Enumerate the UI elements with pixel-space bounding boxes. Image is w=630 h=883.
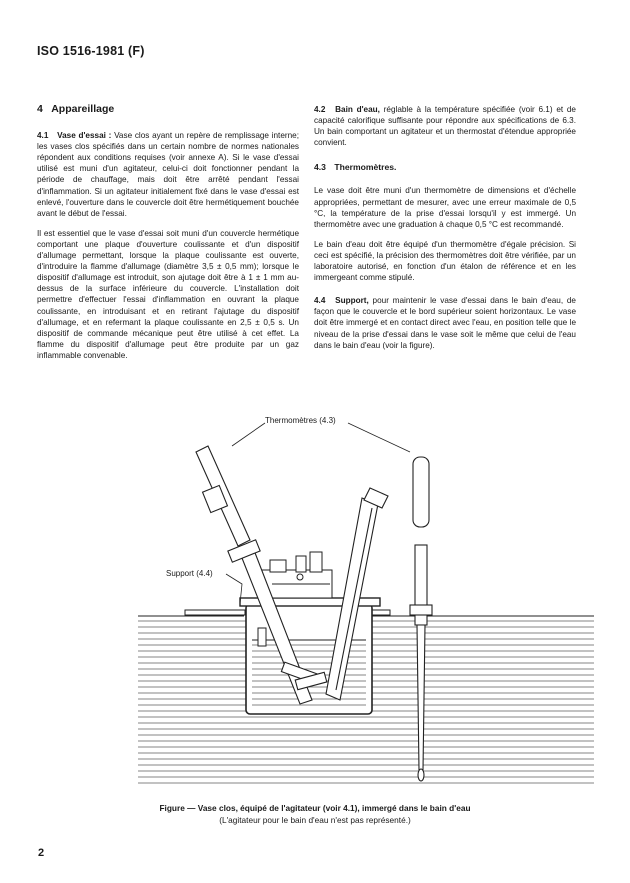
figure-caption: Figure — Vase clos, équipé de l'agitateur (voir 4.1), immergé dans le bain d'eau	[159, 803, 471, 813]
clause-number: 4.4	[314, 296, 326, 306]
clause-title: Thermomètres.	[334, 162, 397, 173]
clause-text: réglable à la température spécifiée (voir 6.1) et de capacité calorifique suffisante pour répondre aux spécifications de 6.3. Un bain comportant un agitateur et un thermostat d'étendue appropriée convient.	[314, 105, 576, 148]
document-header: ISO 1516-1981 (F)	[37, 44, 145, 58]
paragraph-4-1-continued: Il est essentiel que le vase d'essai soit muni d'un couvercle hermétique comportant une plaque d'ouverture coulissante et d'un dispositif d'allumage permettant, lorsque la plaque coulissante est ouverte, d'introduire la flamme d'allumage (diamètre 3,5 ± 0,5 mm); lorsque le dispositif d'allumage est introduit, son ajutage doit être à 1 ± 1 mm au-dessus de la surface inférieure du couvercle. L'installation doit permettre d'effectuer l'essai d'inflammation en ouvrant la plaque coulissante, en introduisant et en retirant l'ajutage du dispositif d'allumage, et en refermant la plaque coulissante en 2,5 ± 0,5 s. Un dispositif de commande mécanique peut être utilisé à cet effet. La flamme du dispositif d'allumage peut être produite par un gaz inflammable convenable.	[37, 228, 299, 360]
figure-caption-note: (L'agitateur pour le bain d'eau n'est pas représenté.)	[219, 815, 411, 825]
clause-number: 4.3	[314, 162, 326, 173]
clause-number: 4.2	[314, 105, 326, 114]
page-number: 2	[38, 847, 45, 859]
clause-text: Vase clos ayant un repère de remplissage interne; les vases clos spécifiés dans un certain nombre de normes nationales répondent aux conditions requises (voir annexe A). Si le vase d'essai utilisé est muni d'un agitateur, celui-ci doit fonctionner pendant la période de chauffage, mais doit être arrêté pendant l'essai d'inflammation. Si un agitateur initialement fixé dans le vase d'essai est enlevé, l'ouverture dans le couvercle doit être hermétiquement bouchée avant le début de l'essai.	[37, 131, 299, 218]
section-number: 4	[37, 103, 43, 115]
support-label: Support (4.4)	[166, 569, 213, 578]
thermometers-label: Thermomètres (4.3)	[265, 416, 336, 425]
clause-title: Bain d'eau,	[335, 105, 380, 114]
lid-mechanism	[262, 552, 332, 598]
clause-title: Vase d'essai :	[57, 131, 112, 141]
clause-number: 4.1	[37, 131, 49, 141]
paragraph-4-3-b: Le bain d'eau doit être équipé d'un thermomètre d'égale précision. Si ceci est spécifié, la précision des thermomètres doit être vérifiée, par un laboratoire autorisé, en fonction d'un étalon de référence et en les immergeant comme stipulé.	[314, 239, 576, 283]
clause-title: Support,	[335, 296, 369, 306]
paragraph-4-3-a: Le vase doit être muni d'un thermomètre de dimensions et d'échelle appropriées, permettant de mesurer, avec une erreur maximale de 0,5 °C, la température de la prise d'essai lorsqu'il y est immergé. Un thermomètre avec une graduation à chaque 0,5 °C est recommandé.	[314, 186, 576, 229]
section-title: Appareillage	[51, 103, 115, 115]
clause-text: pour maintenir le vase d'essai dans le bain d'eau, de façon que le couvercle et le bord supérieur soient horizontaux. Le vase doit être immergé et en contact direct avec l'eau, en position telle que le niveau de la prise d'essai dans le vase soit le même que celui de l'eau dans le bain d'eau (voir la figure).	[314, 296, 576, 350]
